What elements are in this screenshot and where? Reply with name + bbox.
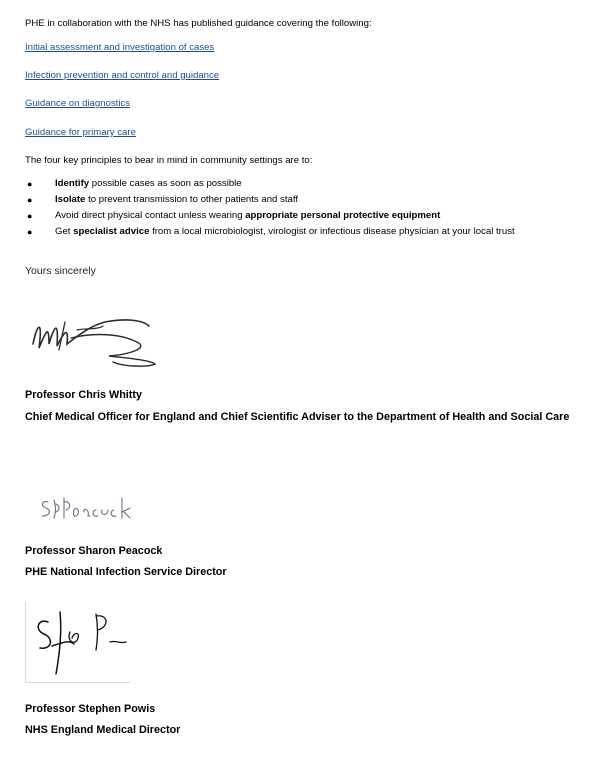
principle-text: from a local microbiologist, virologist or infectious disease physician at your local trust	[149, 226, 515, 237]
link-initial-assessment[interactable]: Initial assessment and investigation of cases	[25, 42, 215, 53]
signature-scribble-icon	[25, 304, 165, 380]
link-diagnostics[interactable]: Guidance on diagnostics	[25, 98, 131, 109]
signature-scribble-icon	[38, 490, 134, 524]
signature-image	[25, 602, 130, 683]
bullet-icon: ●	[27, 227, 33, 237]
principle-keyword: Isolate	[55, 194, 86, 205]
bullet-icon: ●	[27, 211, 33, 221]
list-item	[25, 209, 515, 225]
signature-image	[25, 304, 165, 380]
principle-text: Get	[55, 226, 74, 237]
signatory-name: Professor Sharon Peacock	[25, 545, 163, 557]
list-item	[25, 177, 515, 193]
bullet-icon: ●	[27, 179, 33, 189]
link-primary-care[interactable]: Guidance for primary care	[25, 127, 136, 138]
principle-text: to prevent transmission to other patients and staff	[85, 194, 299, 205]
signatory-role: Chief Medical Officer for England and Chief Scientific Adviser to the Department of Health and Social Care	[25, 411, 570, 423]
principles-heading: The four key principles to bear in mind in community settings are to:	[25, 155, 313, 166]
signatory-role: PHE National Infection Service Director	[25, 566, 227, 578]
closing-salutation: Yours sincerely	[25, 265, 96, 277]
link-infection-prevention[interactable]: Infection prevention and control and guidance	[25, 70, 220, 81]
signatory-name: Professor Stephen Powis	[25, 703, 156, 715]
principle-text: possible cases as soon as possible	[89, 178, 242, 189]
list-item	[25, 193, 515, 209]
bullet-icon: ●	[27, 195, 33, 205]
principles-list	[25, 177, 515, 241]
principle-keyword: Identify	[55, 178, 90, 189]
principle-keyword: appropriate personal protective equipment	[245, 210, 441, 221]
principle-text: Avoid direct physical contact unless wearing	[55, 210, 246, 221]
signatory-role: NHS England Medical Director	[25, 724, 181, 736]
list-item	[25, 225, 515, 241]
principle-keyword: specialist advice	[73, 226, 150, 237]
signatory-name: Professor Chris Whitty	[25, 389, 142, 401]
signature-image	[38, 490, 134, 524]
intro-text: PHE in collaboration with the NHS has published guidance covering the following:	[25, 18, 372, 29]
signature-scribble-icon	[26, 602, 130, 682]
